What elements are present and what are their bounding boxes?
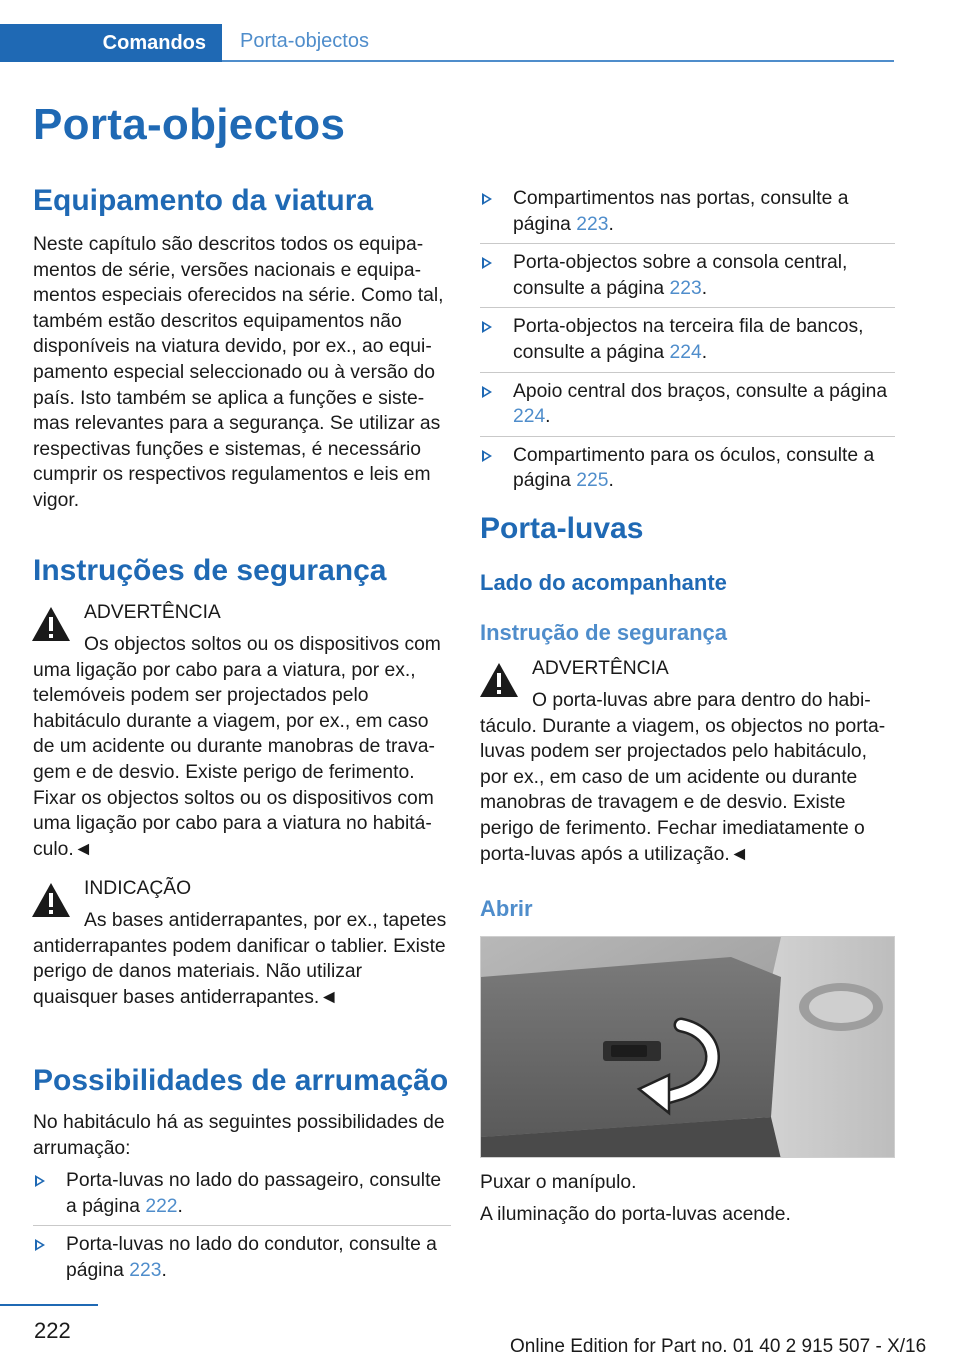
page-link[interactable]: 224 — [669, 341, 702, 363]
step-pull-handle: Puxar o manípulo. — [480, 1172, 637, 1193]
note-text: As bases antiderrapantes, por ex., tapetes antiderrapantes podem danificar o tablier. Existe perigo de danos materiais. Não utilizar quaisquer bases antiderrapantes.◄ — [33, 910, 447, 1008]
edition-footer: Online Edition for Part no. 01 40 2 915 507 - X/16 — [510, 1336, 927, 1357]
storage-list-left — [33, 1168, 451, 1295]
storage-list-right — [480, 186, 895, 506]
page-link[interactable]: 223 — [129, 1259, 162, 1281]
section-title-equipamento: Equipamento da viatura — [33, 184, 374, 217]
warning-label-right: ADVERTÊNCIA — [532, 658, 669, 679]
list-item: Porta-luvas no lado do condutor, consulte a página 223. — [33, 1232, 451, 1289]
glovebox-illustration — [481, 937, 895, 1158]
warning-label: ADVERTÊNCIA — [84, 602, 221, 623]
step-light-on: A iluminação do porta-luvas acende. — [480, 1204, 791, 1225]
bullet-triangle-icon — [482, 193, 492, 205]
list-item: Porta-luvas no lado do passageiro, consulte a página 222. — [33, 1168, 451, 1226]
tab-porta-objectos[interactable]: Porta-objectos — [240, 30, 369, 52]
list-item: Apoio central dos braços, consulte a página 224. — [480, 379, 895, 437]
section-title-porta-luvas: Porta-luvas — [480, 512, 644, 545]
bullet-triangle-icon — [482, 386, 492, 398]
glovebox-photo — [480, 936, 895, 1158]
header-divider — [222, 60, 894, 62]
list-item: Porta-objectos sobre a consola central, consulte a página 223. — [480, 250, 895, 308]
bullet-triangle-icon — [35, 1239, 45, 1251]
abrir-heading: Abrir — [480, 896, 533, 921]
warning-text-right: O porta-luvas abre para dentro do habitáculo. Durante a viagem, os objectos no porta-luvas podem ser projectados pelo habitáculo, por ex., em caso de um acidente ou durante manobras de travagem e de desvio. Existe perigo de ferimento. Fechar imediatamente o porta-luvas após a utilização.◄ — [480, 690, 886, 865]
bullet-triangle-icon — [482, 450, 492, 462]
warning-text: Os objectos soltos ou os dispositivos com uma ligação por cabo para a viatura, por ex., telemóveis podem ser projectados pelo habitáculo durante a viagem, por ex., em caso de um acidente ou durante manobras de travagem e de desvio. Existe perigo de ferimento. Fixar os objectos soltos ou os dispositivos com uma ligação por cabo para a viatura no habitáculo.◄ — [33, 634, 441, 860]
page-link[interactable]: 225 — [576, 470, 609, 492]
page-link[interactable]: 224 — [513, 406, 546, 428]
equipamento-text: Neste capítulo são descritos todos os equipamentos de série, versões nacionais e equipamentos especiais oferecidos na série. Como tal, também estão descritos equipamentos não disponíveis na viatura devido, por ex., ao equipamento especial seleccionado ou à versão do país. Isto também se aplica a funções e sistemas relevantes para a segurança. Se utilizar as respectivas funções e sistemas, é necessário cumprir os respectivos regulamentos e leis em vigor. — [33, 234, 444, 511]
list-item: Compartimento para os óculos, consulte a página 225. — [480, 443, 895, 500]
bullet-triangle-icon — [482, 321, 492, 333]
subtitle-lado-acompanhante: Lado do acompanhante — [480, 570, 727, 595]
page-title: Porta-objectos — [33, 100, 346, 149]
section-title-possibilidades: Possibilidades de arrumação — [33, 1064, 449, 1097]
page-link[interactable]: 222 — [145, 1195, 178, 1217]
list-item: Compartimentos nas portas, consulte a página 223. — [480, 186, 895, 244]
page-link[interactable]: 223 — [669, 277, 702, 299]
note-label: INDICAÇÃO — [84, 878, 192, 899]
page-link[interactable]: 223 — [576, 213, 609, 235]
bullet-triangle-icon — [35, 1175, 45, 1187]
bullet-triangle-icon — [482, 257, 492, 269]
possibilidades-intro: No habitáculo há as seguintes possibilidades de arrumação: — [33, 1112, 445, 1159]
section-title-instrucoes: Instruções de segurança — [33, 554, 387, 587]
tab-comandos[interactable]: Comandos — [0, 24, 222, 62]
safety-heading: Instrução de segurança — [480, 620, 727, 645]
page-number: 222 — [34, 1318, 71, 1343]
page-number-rule — [0, 1304, 98, 1306]
list-item: Porta-objectos na terceira fila de bancos, consulte a página 224. — [480, 314, 895, 372]
